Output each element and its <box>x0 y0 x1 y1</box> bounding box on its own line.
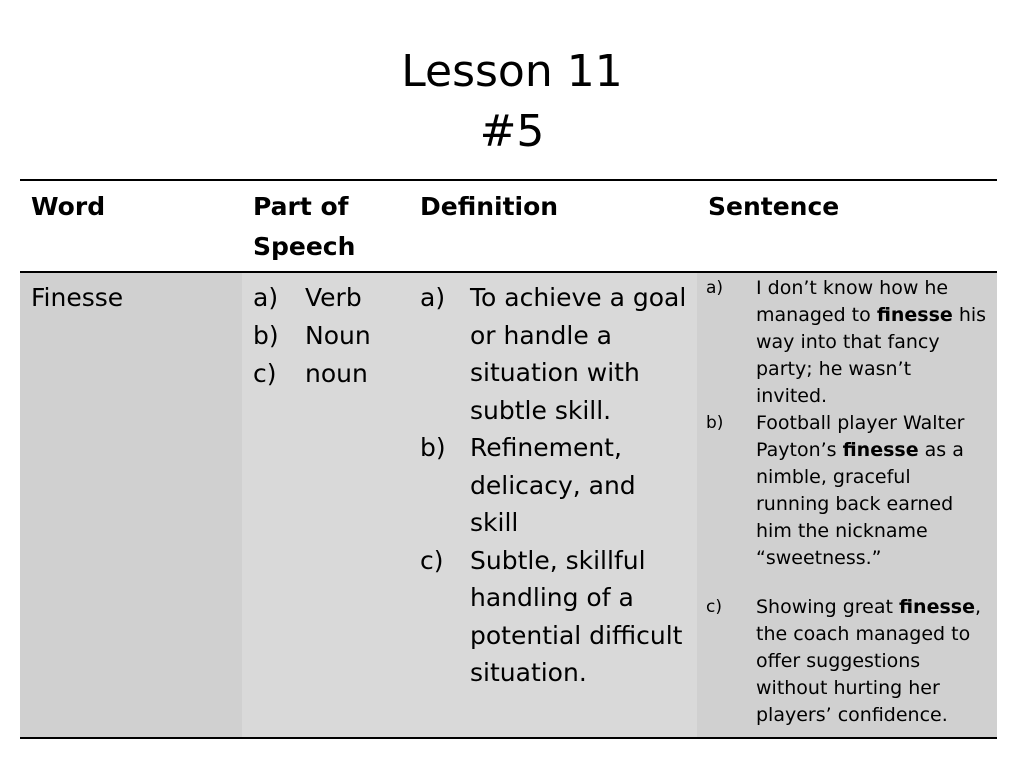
header-sentence: Sentence <box>697 180 997 272</box>
list-marker: c) <box>420 545 444 575</box>
cell-definition <box>409 272 697 738</box>
slide-title <box>0 42 1024 162</box>
list-marker: b) <box>253 321 279 350</box>
sentence-text-after: his way into that fancy party; he wasn’t invited. <box>756 304 987 407</box>
sentence-text <box>756 275 987 410</box>
list-marker: b) <box>420 433 446 462</box>
header-part-of-speech-line2: Speech <box>253 232 356 261</box>
definition-text: To achieve a goal or handle a situation with subtle skill. <box>470 283 687 425</box>
title-line-lesson: Lesson 11 <box>401 46 623 97</box>
title-line-number: #5 <box>479 106 545 157</box>
cell-sentence <box>697 272 997 738</box>
cell-word: Finesse <box>20 272 242 738</box>
list-item <box>253 317 399 355</box>
list-marker: c) <box>706 597 722 617</box>
header-part-of-speech <box>242 180 409 272</box>
part-of-speech-text: Noun <box>305 321 371 350</box>
sentence-text-before: I don’t know how he managed to <box>756 277 949 326</box>
list-item <box>706 275 987 410</box>
sentence-keyword: finesse <box>898 596 975 618</box>
list-item <box>253 279 399 317</box>
sentence-text-after: , the coach managed to offer suggestions without hurting her players’ confidence. <box>756 596 982 726</box>
part-of-speech-text: noun <box>305 359 368 388</box>
sentence-text-before: Showing great <box>756 596 899 618</box>
sentence-keyword: finesse <box>876 304 953 326</box>
header-part-of-speech-line1: Part of <box>253 192 349 221</box>
list-marker: b) <box>706 413 724 433</box>
sentence-text-before: Football player Walter Payton’s <box>756 412 965 461</box>
list-item <box>420 429 687 542</box>
sentence-keyword: finesse <box>842 439 919 461</box>
definition-text: Refinement, delicacy, and skill <box>470 433 636 537</box>
definition-text: Subtle, skillful handling of a potential difficult situation. <box>470 545 683 687</box>
sentence-list <box>706 275 987 729</box>
header-definition: Definition <box>409 180 697 272</box>
table-row <box>20 272 997 738</box>
list-item <box>253 355 399 393</box>
part-of-speech-text: Verb <box>305 283 362 312</box>
list-item <box>706 410 987 572</box>
list-marker: c) <box>253 359 277 388</box>
list-marker: a) <box>706 278 724 298</box>
list-marker: a) <box>420 283 446 312</box>
sentence-text <box>756 410 987 572</box>
list-item <box>420 542 687 692</box>
definition-list <box>420 279 687 692</box>
list-marker: a) <box>253 283 279 312</box>
list-item <box>420 279 687 429</box>
list-item <box>706 594 987 729</box>
sentence-text <box>756 594 987 729</box>
sentence-text-after: as a nimble, graceful running back earned him the nickname “sweetness.” <box>756 439 964 569</box>
header-word: Word <box>20 180 242 272</box>
cell-part-of-speech <box>242 272 409 738</box>
table-header-row <box>20 180 997 272</box>
part-of-speech-list <box>253 279 399 393</box>
vocabulary-table <box>20 179 997 739</box>
